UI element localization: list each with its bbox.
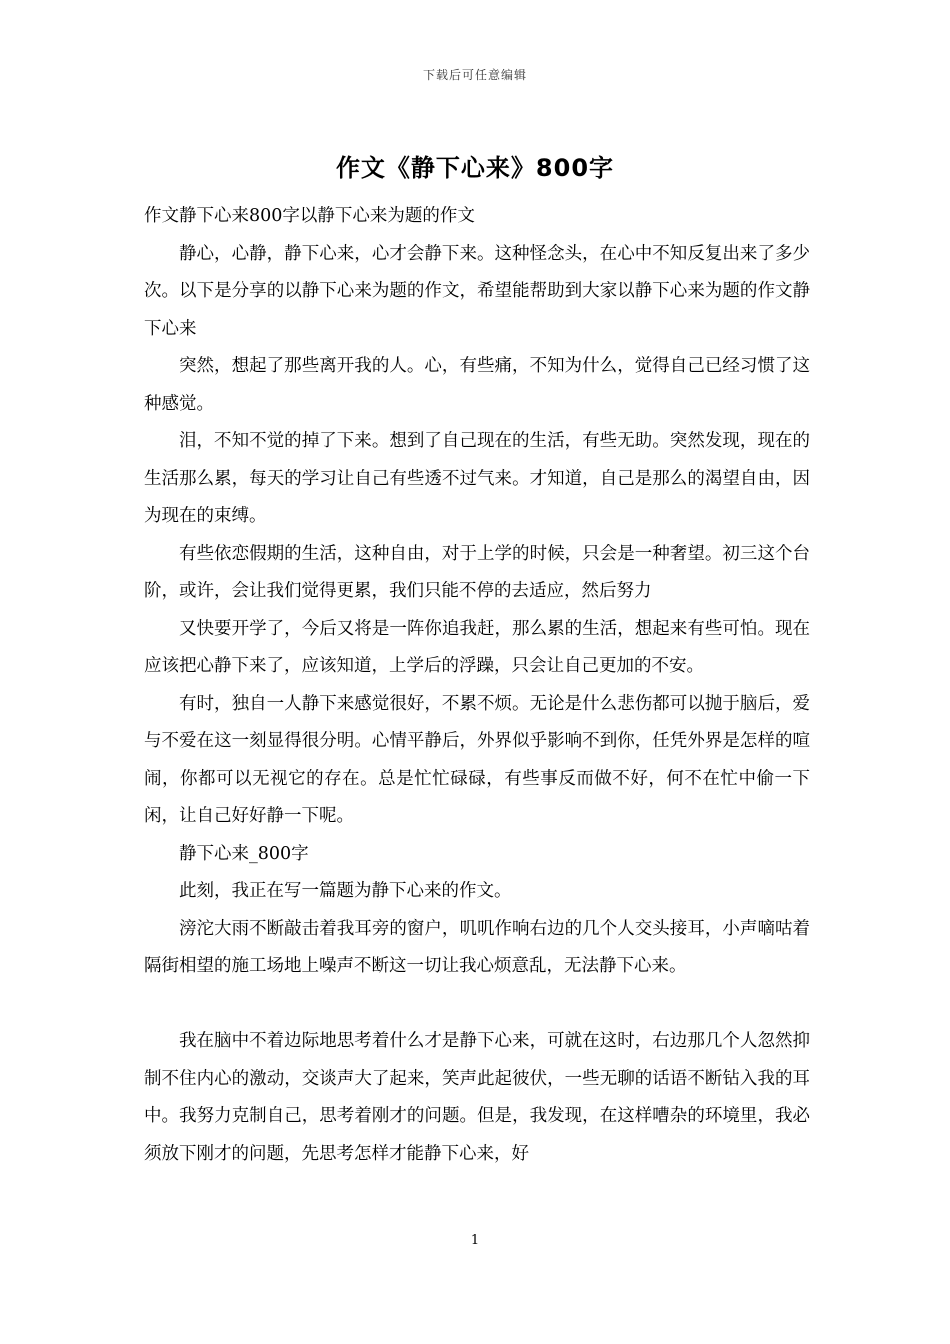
paragraph: 静心，心静，静下心来，心才会静下来。这种怪念头，在心中不知反复出来了多少次。以下是分享的以静下心来为题的作文，希望能帮助到大家以静下心来为题的作文静下心来	[144, 243, 810, 339]
paragraph: 有些依恋假期的生活，这种自由，对于上学的时候，只会是一种奢望。初三这个台阶，或许，会让我们觉得更累，我们只能不停的去适应，然后努力	[144, 543, 810, 601]
paragraph: 又快要开学了，今后又将是一阵你追我赶，那么累的生活，想起来有些可怕。现在应该把心静下来了，应该知道，上学后的浮躁，只会让自己更加的不安。	[144, 618, 810, 676]
document-title: 作文《静下心来》800字	[335, 154, 615, 182]
section-heading: 静下心来_800字	[179, 843, 309, 864]
page-number: 1	[470, 1233, 480, 1248]
paragraph: 突然，想起了那些离开我的人。心，有些痛，不知为什么，觉得自己已经习惯了这种感觉。	[144, 356, 810, 414]
paragraph: 滂沱大雨不断敲击着我耳旁的窗户，叽叽作响右边的几个人交头接耳，小声嘀咕着隔街相望的施工场地上噪声不断这一切让我心烦意乱，无法静下心来。	[144, 918, 810, 976]
paragraph: 我在脑中不着边际地思考着什么才是静下心来，可就在这时，右边那几个人忽然抑制不住内心的激动，交谈声大了起来，笑声此起彼伏，一些无聊的话语不断钻入我的耳中。我努力克制自己，思考着刚才的问题。但是，我发现，在这样嘈杂的环境里，我必须放下刚才的问题，先思考怎样才能静下心来，好	[144, 1031, 810, 1164]
document-body	[144, 198, 810, 1173]
header-note: 下载后可任意编辑	[422, 68, 527, 82]
paragraph: 有时，独自一人静下来感觉很好，不累不烦。无论是什么悲伤都可以抛于脑后，爱与不爱在这一刻显得很分明。心情平静后，外界似乎影响不到你，任凭外界是怎样的喧闹，你都可以无视它的存在。总是忙忙碌碌，有些事反而做不好，何不在忙中偷一下闲，让自己好好静一下呢。	[144, 693, 810, 826]
paragraph-subtitle: 作文静下心来800字以静下心来为题的作文	[144, 206, 475, 226]
paragraph: 此刻，我正在写一篇题为静下心来的作文。	[179, 881, 512, 901]
paragraph: 泪，不知不觉的掉了下来。想到了自己现在的生活，有些无助。突然发现，现在的生活那么累，每天的学习让自己有些透不过气来。才知道，自己是那么的渴望自由，因为现在的束缚。	[144, 431, 810, 526]
